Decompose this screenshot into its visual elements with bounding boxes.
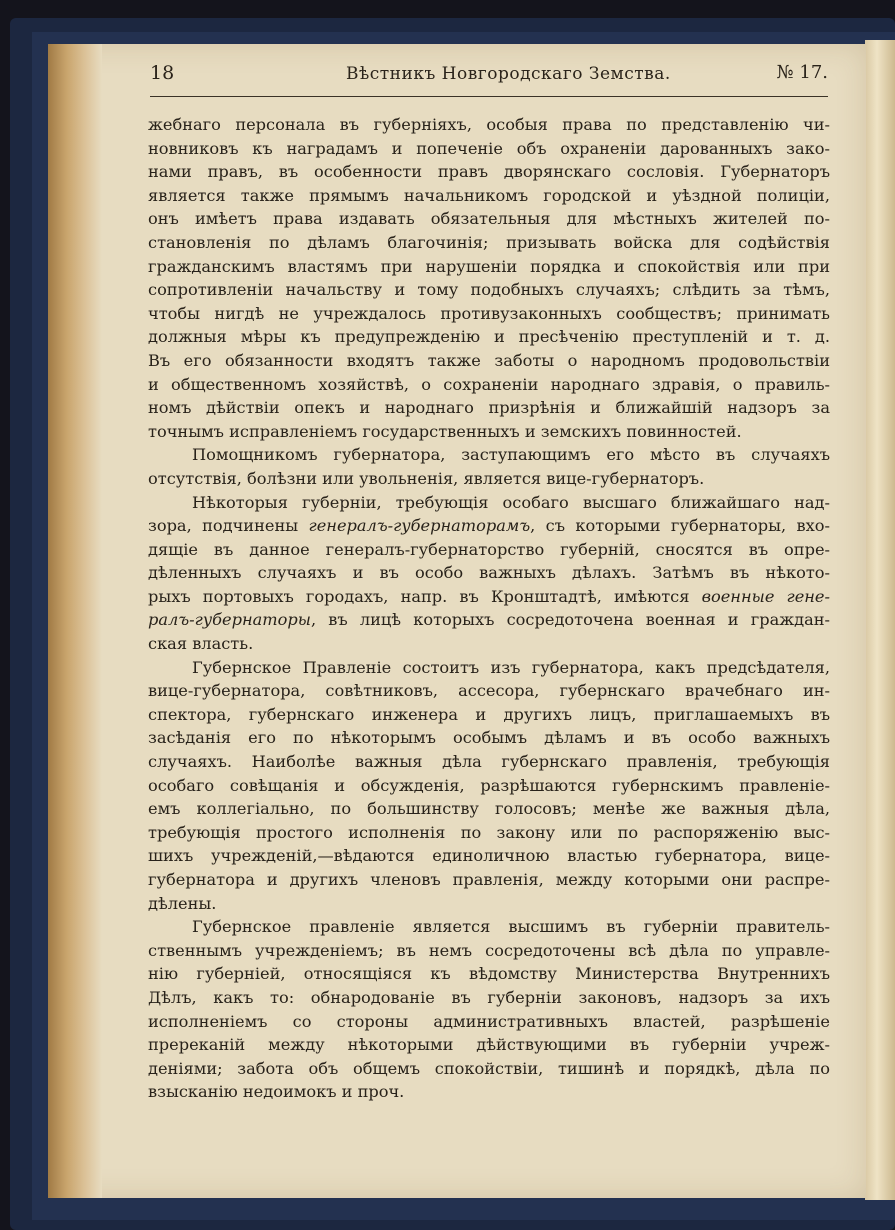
text-line: дящіе въ данное генералъ-губернаторство губерній, сносятся въ опре-	[148, 539, 830, 559]
text-line: Нѣкоторыя губерніи, требующія особаго высшаго ближайшаго над-	[192, 492, 830, 512]
text-line	[148, 608, 830, 632]
text-line: губернатора и другихъ членовъ правленія, между которыми они распре-	[148, 870, 830, 889]
text-line: нами правъ, въ особенности правъ дворянскаго сословія. Губернаторъ	[148, 162, 830, 182]
text-line: деніями; забота объ общемъ спокойствіи, тишинѣ и порядкѣ, дѣла по	[148, 1058, 830, 1078]
text-line: отсутствія, болѣзни или увольненія, является вице-губернаторъ.	[148, 468, 705, 488]
text-line: нію губерніей, относящіяся къ вѣдомству Министерства Внутреннихъ	[148, 964, 830, 984]
body-text	[148, 113, 830, 1104]
text-line: случаяхъ. Наиболѣе важныя дѣла губернскаго правленія, требующія	[148, 752, 830, 772]
text-line: Губернское правленіе является высшимъ въ губерніи правитель-	[192, 917, 830, 937]
text-line: исполненіемъ со стороны административныхъ властей, разрѣшеніе	[148, 1011, 830, 1031]
text-line: номъ дѣйствіи опекъ и народнаго призрѣнія и ближайшій надзоръ за	[148, 398, 830, 418]
italic-term: военные гене-	[701, 586, 830, 606]
text-line	[148, 585, 830, 609]
text-line: вице-губернатора, совѣтниковъ, ассесора, губернскаго врачебнаго ин-	[148, 681, 830, 701]
text-line: засѣданія его по нѣкоторымъ особымъ дѣламъ и въ особо важныхъ	[148, 728, 830, 748]
text-line: новниковъ къ наградамъ и попеченіе объ охраненіи дарованныхъ зако-	[148, 138, 830, 158]
text-line: спектора, губернскаго инженера и другихъ лицъ, приглашаемыхъ въ	[148, 704, 830, 724]
text-line: емъ коллегіально, по большинству голосовъ; менѣе же важныя дѣла,	[148, 799, 830, 819]
text-line: Въ его обязанности входятъ также заботы о народномъ продовольствіи	[148, 350, 830, 370]
text-line	[148, 514, 830, 538]
next-page-edge	[865, 40, 895, 1200]
text-line: взысканію недоимокъ и проч.	[148, 1082, 405, 1102]
italic-term: генералъ-губернаторамъ	[308, 516, 531, 536]
text-line: дѣлены.	[148, 893, 217, 913]
issue-number: № 17.	[776, 62, 828, 83]
text-line: становленія по дѣламъ благочинія; призывать войска для содѣйствія	[148, 232, 830, 252]
text-line: Помощникомъ губернатора, заступающимъ его мѣсто въ случаяхъ	[192, 445, 830, 465]
text-line: шихъ учрежденій,—вѣдаются единоличною властью губернатора, вице-	[148, 846, 830, 866]
text-line: требующія простого исполненія по закону или по распоряженію выс-	[148, 822, 830, 842]
text-line: и общественномъ хозяйствѣ, о сохраненіи народнаго здравія, о правиль-	[148, 374, 830, 394]
text-line: пререканій между нѣкоторыми дѣйствующими въ губерніи учреж-	[148, 1035, 830, 1055]
text-segment: зора, подчинены	[148, 516, 299, 536]
text-line: сопротивленіи начальству и тому подобныхъ случаяхъ; слѣдить за тѣмъ,	[148, 280, 830, 300]
text-line: чтобы нигдѣ не учреждалось противузаконныхъ сообществъ; принимать	[148, 303, 830, 323]
page-gutter	[48, 44, 102, 1198]
running-header	[150, 62, 828, 97]
page-number: 18	[150, 62, 175, 84]
text-line: Губернское Правленіе состоитъ изъ губернатора, какъ предсѣдателя,	[192, 657, 830, 677]
text-line: онъ имѣетъ права издавать обязательныя для мѣстныхъ жителей по-	[148, 209, 830, 229]
text-line: жебнаго персонала въ губерніяхъ, особыя права по представленію чи-	[148, 115, 830, 134]
text-segment: , съ которыми губернаторы, вхо-	[530, 516, 830, 536]
text-segment: рыхъ портовыхъ городахъ, напр. въ Кронштадтѣ, имѣются	[148, 586, 690, 606]
text-segment: , въ лицѣ которыхъ сосредоточена военная и граждан-	[310, 610, 830, 630]
italic-term: ралъ-губернаторы	[148, 610, 311, 630]
text-line: ственнымъ учрежденіемъ; въ немъ сосредоточены всѣ дѣла по управле-	[148, 940, 830, 960]
text-line: особаго совѣщанія и обсужденія, разрѣшаются губернскимъ правленіе-	[148, 775, 830, 795]
text-line: дѣленныхъ случаяхъ и въ особо важныхъ дѣлахъ. Затѣмъ въ нѣкото-	[148, 563, 830, 583]
text-line: Дѣлъ, какъ то: обнародованіе въ губерніи законовъ, надзоръ за ихъ	[148, 987, 830, 1007]
text-line: ская власть.	[148, 634, 254, 654]
text-line: гражданскимъ властямъ при нарушеніи порядка и спокойствія или при	[148, 256, 830, 276]
text-line: должныя мѣры къ предупрежденію и пресѣченію преступленій и т. д.	[148, 327, 830, 347]
text-line: точнымъ исправленіемъ государственныхъ и земскихъ повинностей.	[148, 421, 742, 441]
journal-title: Вѣстникъ Новгородскаго Земства.	[346, 64, 671, 84]
text-line: является также прямымъ начальникомъ городской и уѣздной полиціи,	[148, 185, 830, 205]
